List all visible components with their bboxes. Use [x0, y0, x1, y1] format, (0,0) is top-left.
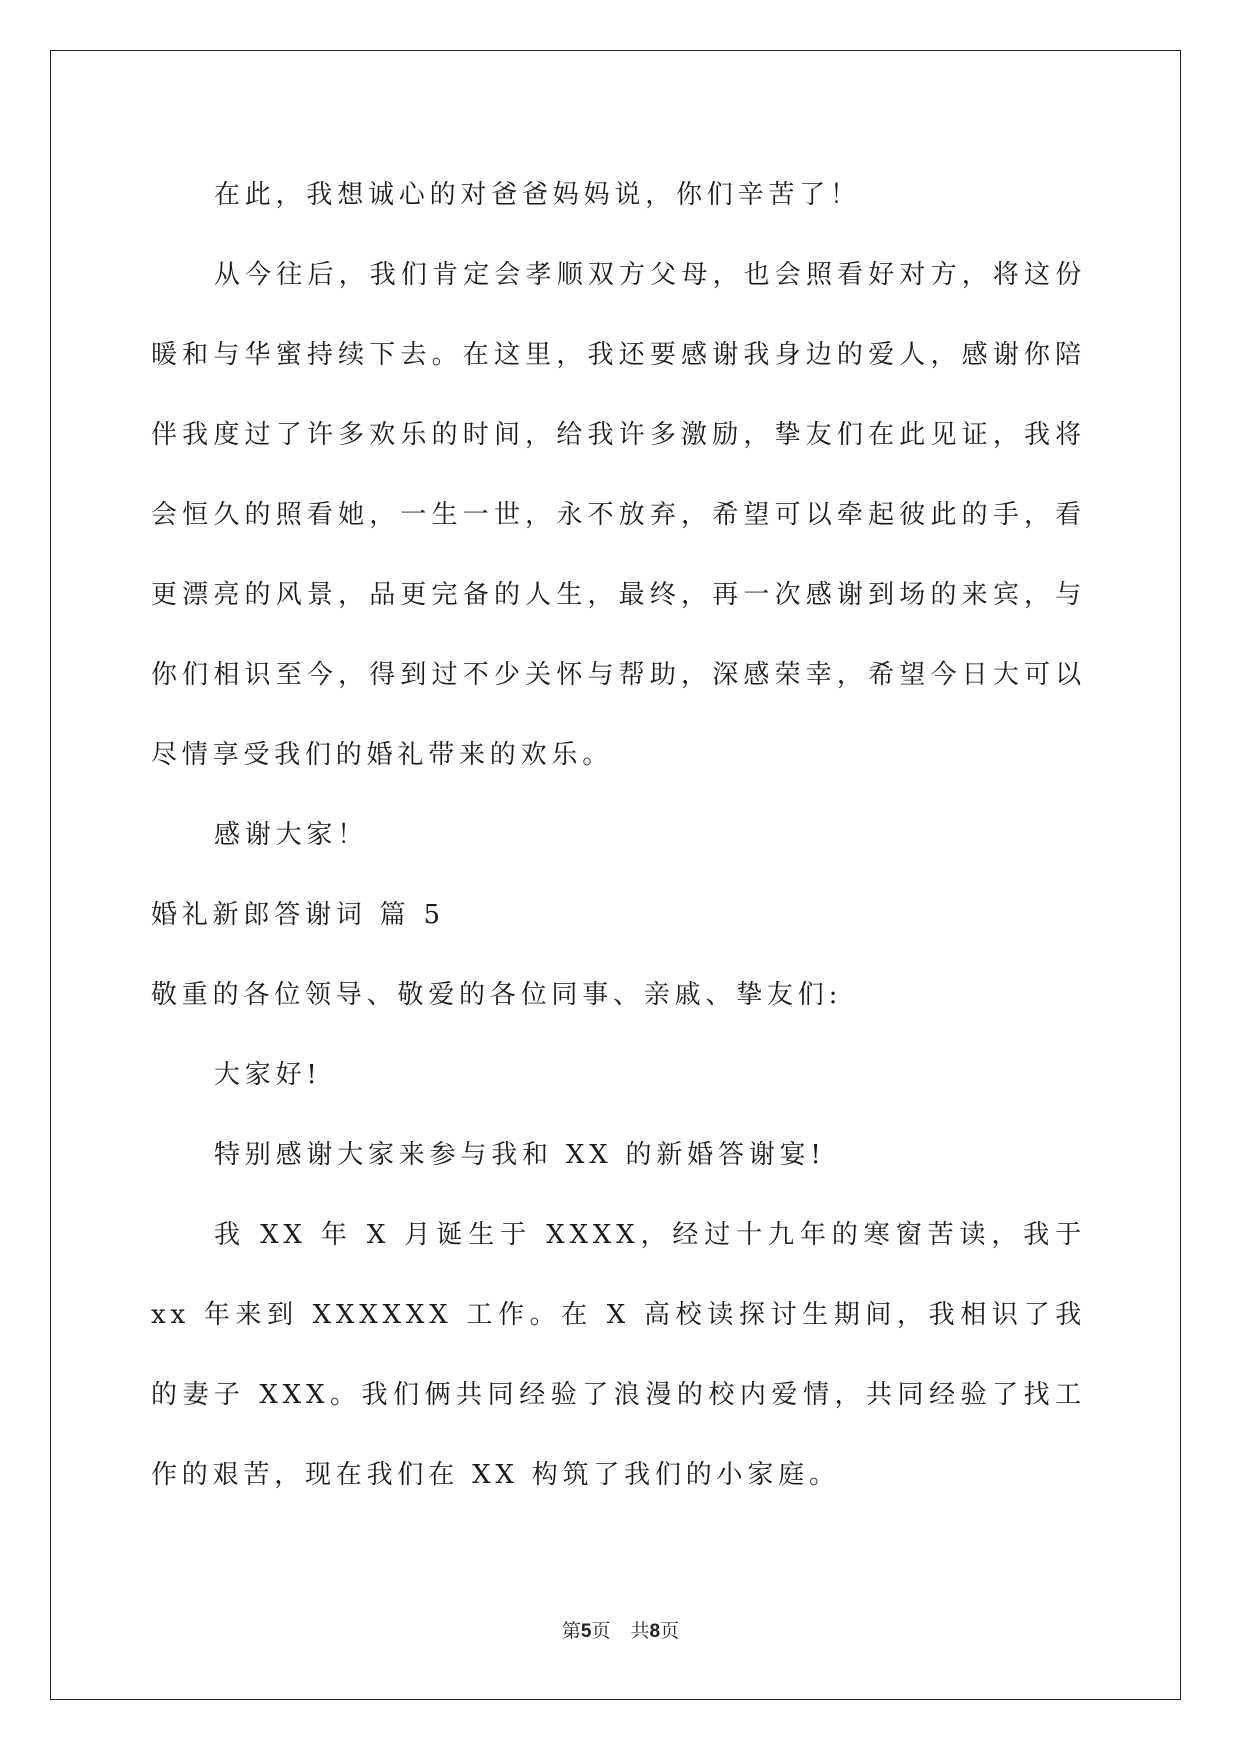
page-prefix: 第 [561, 1620, 581, 1642]
page-current: 5 [580, 1621, 592, 1642]
page-footer [0, 1616, 1241, 1643]
paragraph-promise: 从今往后，我们肯定会孝顺双方父母，也会照看好对方，将这份暖和与华蜜持续下去。在这里，我还要感谢我身边的爱人，感谢你陪伴我度过了许多欢乐的时间，给我许多激励，挚友们在此见证，我将会恒久的照看她，一生一世，永不放弃，希望可以牵起彼此的手，看更漂亮的风景，品更完备的人生，最终，再一次感谢到场的来宾，与你们相识至今，得到过不少关怀与帮助，深感荣幸，希望今日大可以尽情享受我们的婚礼带来的欢乐。 [151, 260, 1086, 770]
paragraph-thanks-attending: 特别感谢大家来参与我和 XX 的新婚答谢宴! [214, 1140, 826, 1170]
total-prefix: 共 [630, 1620, 650, 1642]
salutation: 敬重的各位领导、敬爱的各位同事、亲戚、挚友们: [151, 980, 843, 1010]
paragraph-biography: 我 XX 年 X 月诞生于 XXXX，经过十九年的寒窗苦读，我于 xx 年来到 XXXXXX 工作。在 X 高校读探讨生期间，我相识了我的妻子 XXX。我们俩共同经验了浪漫的校内爱情，共同经验了找工作的艰苦，现在我们在 XX 构筑了我们的小家庭。 [151, 1220, 1086, 1490]
section-heading: 婚礼新郎答谢词 篇 5 [151, 900, 445, 930]
page-suffix: 页 [591, 1620, 611, 1642]
paragraph-thanks-parents: 在此，我想诚心的对爸爸妈妈说，你们辛苦了！ [214, 180, 861, 210]
document-body [151, 155, 1086, 1515]
paragraph-thanks-all: 感谢大家！ [214, 820, 369, 850]
total-suffix: 页 [660, 1620, 680, 1642]
paragraph-greeting: 大家好! [214, 1060, 322, 1090]
page-total: 8 [649, 1621, 661, 1642]
